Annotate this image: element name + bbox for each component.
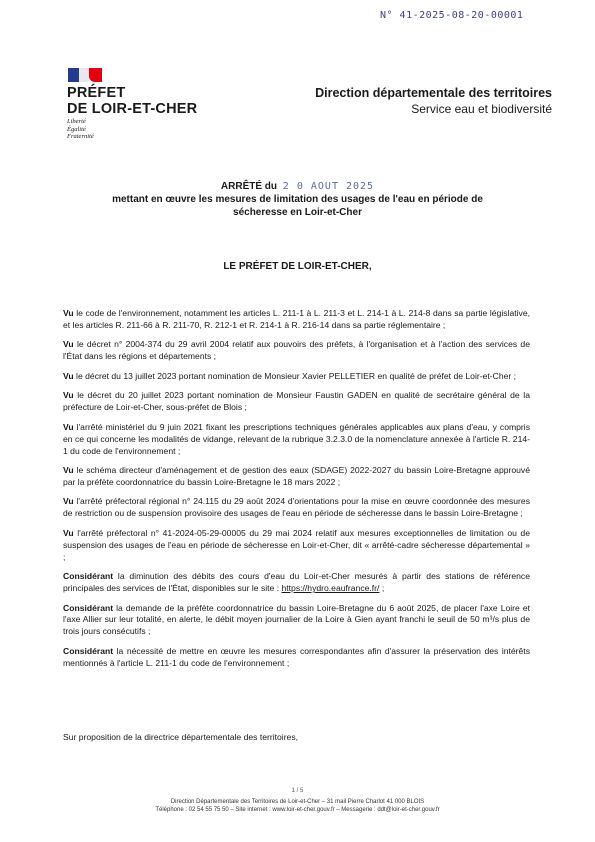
prefet-block <box>67 85 197 117</box>
visa-paragraph <box>63 571 530 595</box>
visa-keyword: Vu <box>63 308 74 318</box>
visa-text-end: ; <box>379 583 385 594</box>
visa-text: la diminution des débits des cours d'eau du Loir-et-Cher mesurés à partir des stations de référence principales des services de l'État, disponibles sur le site : <box>63 571 530 594</box>
visa-keyword: Considérant <box>63 602 114 613</box>
visa-paragraph <box>63 390 530 414</box>
visa-paragraph <box>63 308 530 332</box>
page-number: 1 / 5 <box>291 788 304 794</box>
visa-paragraph <box>63 496 530 520</box>
visa-keyword: Vu <box>63 390 74 401</box>
motto-egalite: Égalité <box>67 125 86 133</box>
motto-liberte: Liberté <box>67 118 86 125</box>
arrete-subject-1: mettant en œuvre les mesures de limitation des usages de l'eau en période de <box>112 194 483 205</box>
prefet-line-1: PRÉFET <box>67 85 126 101</box>
flag-blue-band <box>68 68 79 82</box>
arrete-line <box>100 180 495 193</box>
footer-contact: Téléphone : 02 54 55 75 50 – Site internet : www.loir-et-cher.gouv.fr – Messagerie : ddt@loir-et-cher.gouv.fr <box>155 807 440 813</box>
visa-text: la demande de la préfète coordonnatrice du bassin Loire-Bretagne du 6 août 2025, de placer l'axe Loire et l'axe Allier sur leur totalité, en alerte, le débit moyen journalier de la Loire à Gien ayant franchi le seuil de 50 m³/s plus de trois jours consécutifs ; <box>63 602 530 637</box>
prefet-line-2: DE LOIR-ET-CHER <box>67 101 198 117</box>
arrete-label: ARRÊTÉ du <box>220 181 278 192</box>
direction-title: Direction départementale des territoires <box>315 86 552 100</box>
visa-text: le décret du 20 juillet 2023 portant nomination de Monsieur Faustin GADEN en qualité de secrétaire général de la préfecture de Loir-et-Cher, sous-préfet de Blois ; <box>63 390 530 413</box>
visa-text: la nécessité de mettre en œuvre les mesures correspondantes afin d'assurer la préservation des intérêts mentionnés à l'article L. 211-1 du code de l'environnement ; <box>63 645 530 668</box>
visa-text: le décret du 13 juillet 2023 portant nomination de Monsieur Xavier PELLETIER en qualité de préfet de Loir-et-Cher ; <box>73 370 517 381</box>
proposition-line: Sur proposition de la directrice départementale des territoires, <box>63 732 299 742</box>
service-title: Service eau et biodiversité <box>411 102 552 116</box>
visa-text: l'arrêté préfectoral n° 41-2024-05-29-00005 du 29 mai 2024 relatif aux mesures exceptionnelles de limitation ou de suspension des usages de l'eau en période de sécheresse en Loir-et-Cher, dit « arrêté-cadre sécheresse départemental » ; <box>63 527 530 562</box>
marianne-flag-logo <box>68 68 102 82</box>
flag-white-band <box>79 68 89 82</box>
visa-keyword: Vu <box>63 527 74 538</box>
visa-keyword: Considérant <box>63 645 114 656</box>
date-stamp: 2 0 AOUT 2025 <box>282 181 375 192</box>
visa-paragraph <box>63 371 530 383</box>
visa-text: l'arrêté ministériel du 9 juin 2021 fixant les prescriptions techniques générales applicables aux plans d'eau, y compris en ce qui concerne les modalités de vidange, relevant de la rubrique 3.2.3.0 de la nomenclature annexée à l'article R. 214-1 du code de l'environnement ; <box>63 421 530 456</box>
footer-address: Direction Départementale des Territoires de Loir-et-Cher – 31 mail Pierre Charlot 41 000 BLOIS <box>170 799 425 805</box>
hydro-link[interactable]: https://hydro.eaufrance.fr/ <box>281 583 380 594</box>
registration-stamp: N° 41-2025-08-20-00001 <box>380 10 524 21</box>
visas-section <box>63 308 530 677</box>
visa-paragraph <box>63 422 530 458</box>
visa-keyword: Vu <box>63 421 74 432</box>
visa-keyword: Vu <box>63 465 74 476</box>
visa-text: le code de l'environnement, notamment les articles L. 211-1 à L. 211-3 et L. 214-1 à L. 214-8 dans sa partie législative, et les articles R. 211-66 à R. 211-70, R. 212-1 et R. 214-1 à R. 216-14 dans sa partie réglementaire ; <box>63 308 530 330</box>
visa-paragraph <box>63 528 530 564</box>
arrete-subject-2: sécheresse en Loir-et-Cher <box>233 207 362 218</box>
motto-fraternite: Fraternité <box>67 133 94 140</box>
visa-text: le décret n° 2004-374 du 29 avril 2004 relatif aux pouvoirs des préfets, à l'organisation et à l'action des services de l'État dans les régions et départements ; <box>63 339 530 362</box>
visa-paragraph <box>63 646 530 670</box>
page-footer <box>0 798 595 814</box>
visa-paragraph <box>63 603 530 639</box>
prefet-declaration: LE PRÉFET DE LOIR-ET-CHER, <box>223 261 372 272</box>
visa-keyword: Vu <box>63 339 74 350</box>
republic-motto <box>67 118 94 141</box>
flag-red-band <box>89 68 102 82</box>
arrete-heading <box>100 180 495 219</box>
visa-keyword: Vu <box>63 496 74 507</box>
visa-keyword: Vu <box>63 370 74 381</box>
visa-paragraph <box>63 465 530 489</box>
visa-keyword: Considérant <box>63 571 114 582</box>
visa-paragraph <box>63 339 530 363</box>
visa-text: le schéma directeur d'aménagement et de gestion des eaux (SDAGE) 2022-2027 du bassin Loire-Bretagne approuvé par la préfète coordonnatrice du bassin Loire-Bretagne le 18 mars 2022 ; <box>63 465 530 487</box>
visa-text: l'arrêté préfectoral régional n° 24.115 du 29 août 2024 d'orientations pour la mise en œuvre coordonnée des mesures de restriction ou de suspension provisoire des usages de l'eau en période de sécheresse dans le bassin Loire-Bretagne ; <box>63 496 530 519</box>
